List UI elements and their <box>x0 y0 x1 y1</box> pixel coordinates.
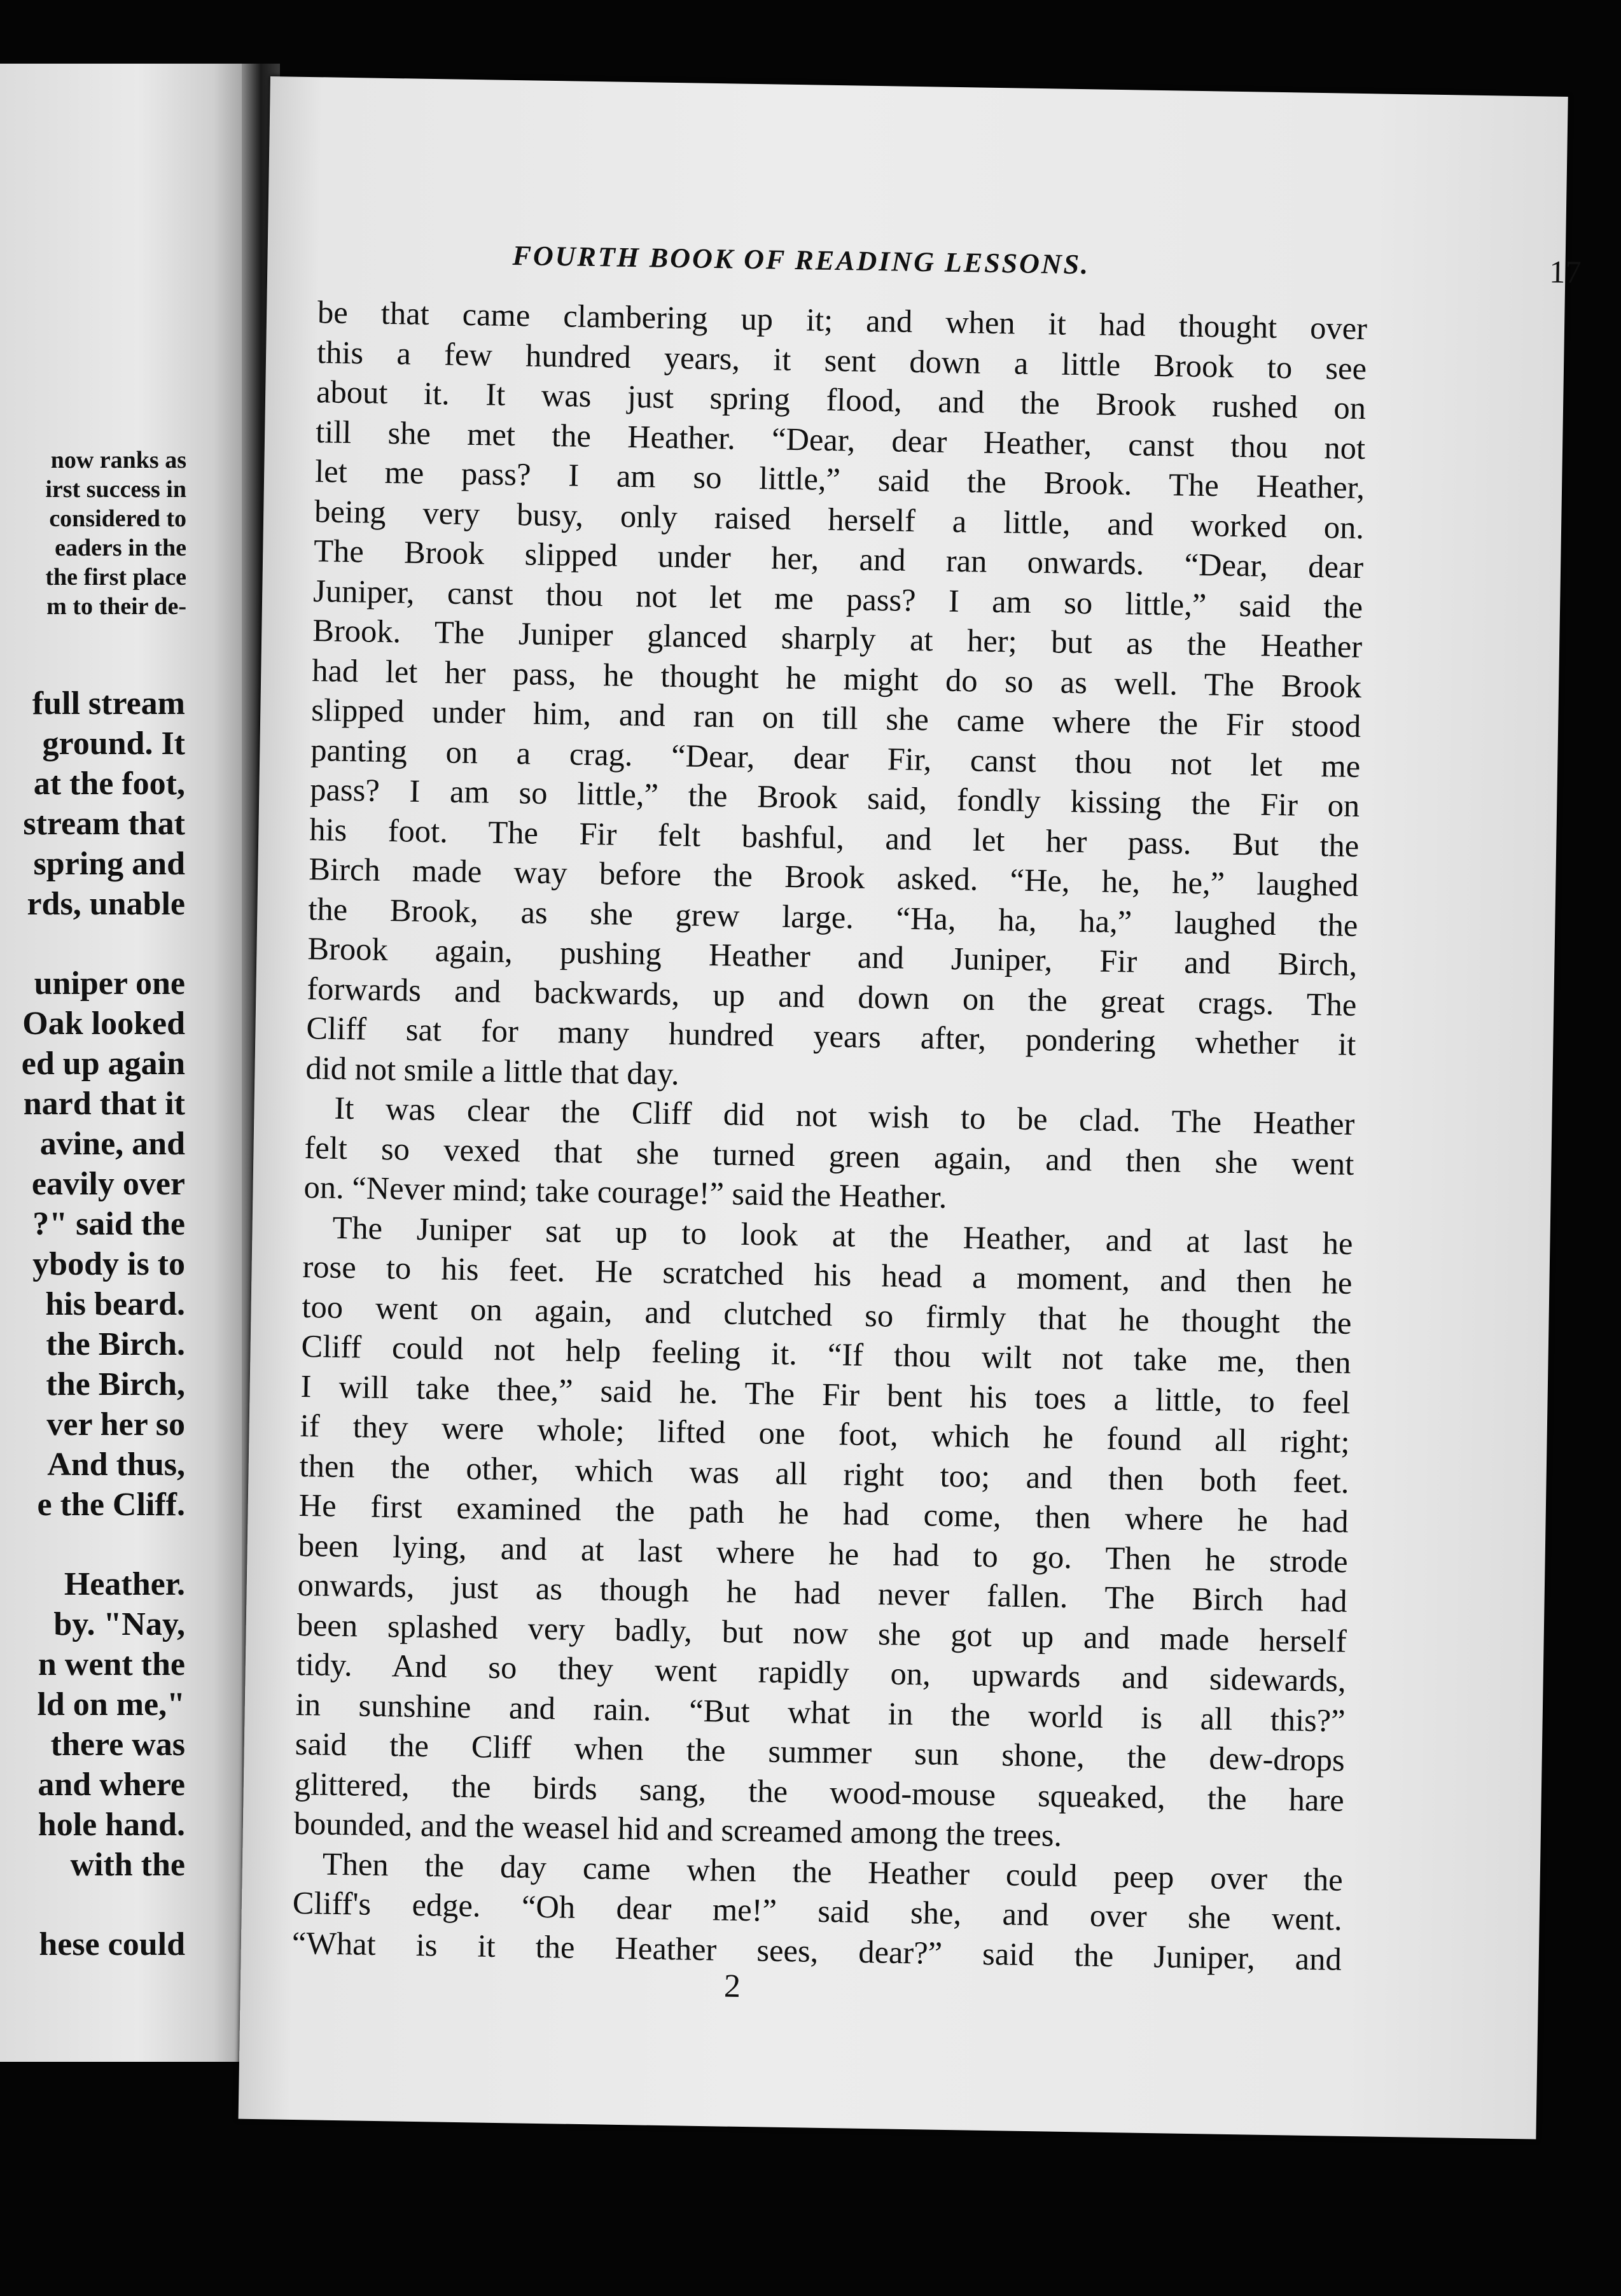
left-page-line: at the foot, <box>33 766 185 802</box>
text-line: let me pass? I am so little,” said the Brook. The Heather, <box>314 453 1365 506</box>
left-page-line: and where <box>38 1767 185 1803</box>
signature-mark: 2 <box>723 1968 741 2005</box>
left-page-line: Heather. <box>64 1566 185 1602</box>
text-line: He first examined the path he had come, then where he had <box>298 1487 1349 1539</box>
left-page-line: the Birch, <box>46 1366 185 1403</box>
text-line: be that came clambering up it; and when it had thought over <box>317 294 1368 347</box>
text-line: in sunshine and rain. “But what in the world is all this?” <box>295 1686 1346 1739</box>
left-page-line: Oak looked <box>22 1005 185 1042</box>
left-page-line: avine, and <box>39 1126 185 1162</box>
text-line: The Juniper sat up to look at the Heather, and at last he <box>332 1209 1353 1261</box>
text-line: rose to his feet. He scratched his head a moment, and then he <box>302 1249 1353 1301</box>
text-line: panting on a crag. “Dear, dear Fir, canst thou not let me <box>310 731 1361 784</box>
running-title: FOURTH BOOK OF READING LESSONS. <box>512 240 1090 281</box>
left-page-line: ?" said the <box>32 1206 185 1242</box>
left-page-line: ground. It <box>42 725 185 762</box>
left-page-line: spring and <box>33 846 185 882</box>
text-line: Cliff sat for many hundred years after, pondering whether it <box>306 1010 1356 1062</box>
left-page-line: e the Cliff. <box>37 1487 185 1523</box>
left-page-line: ver her so <box>46 1406 185 1443</box>
right-page <box>239 76 1582 2139</box>
left-page-line: ybody is to <box>32 1246 185 1282</box>
left-page-line: n went the <box>38 1646 185 1683</box>
text-line: been splashed very badly, but now she got up and made herself <box>296 1606 1347 1659</box>
text-line: Cliff's edge. “Oh dear me!” said she, and over she went. <box>292 1884 1343 1937</box>
left-page-line: with the <box>70 1847 185 1883</box>
left-page-line: there was <box>50 1726 185 1763</box>
text-line: being very busy, only raised herself a little, and worked on. <box>314 493 1365 545</box>
left-page-line: now ranks as <box>50 447 186 473</box>
left-page-line: nard that it <box>23 1086 185 1122</box>
text-line: too went on again, and clutched so firmly that he thought the <box>302 1288 1352 1341</box>
text-line: Juniper, canst thou not let me pass? I am so little,” said the <box>312 572 1363 625</box>
text-line: Brook. The Juniper glanced sharply at her; but as the Heather <box>312 612 1363 665</box>
text-line: said the Cliff when the summer sun shone, the dew-drops <box>295 1725 1346 1778</box>
left-page-line: uniper one <box>34 965 185 1002</box>
text-line: felt so vexed that she turned green again, and then she went <box>304 1129 1354 1182</box>
text-line: the Brook, as she grew large. “Ha, ha, ha,” laughed the <box>308 890 1358 943</box>
text-line: this a few hundred years, it sent down a little Brook to see <box>316 333 1367 386</box>
text-line: been lying, and at last where he had to go. Then he strode <box>298 1527 1348 1579</box>
left-page-line: considered to <box>49 505 186 532</box>
text-line: on. “Never mind; take courage!” said the Heather. <box>303 1169 947 1215</box>
text-line: onwards, just as though he had never fallen. The Birch had <box>297 1566 1348 1619</box>
text-line: The Brook slipped under her, and ran onwards. “Dear, dear <box>313 533 1364 585</box>
left-page-line: rds, unable <box>27 886 185 922</box>
left-page-line: hese could <box>39 1926 185 1963</box>
left-page-line: stream that <box>23 806 185 842</box>
text-line: his foot. The Fir felt bashful, and let her pass. But the <box>309 811 1360 864</box>
left-page-line: ld on me," <box>37 1686 185 1723</box>
left-page-line: eavily over <box>31 1166 185 1202</box>
left-page-line: hole hand. <box>38 1807 185 1843</box>
left-page-line: ed up again <box>21 1046 185 1082</box>
text-line: about it. It was just spring flood, and the Brook rushed on <box>316 374 1367 426</box>
text-line: did not smile a little that day. <box>305 1049 680 1091</box>
left-page-line: full stream <box>32 685 185 722</box>
page-number: 17 <box>1548 253 1582 290</box>
text-line: till she met the Heather. “Dear, dear Heather, canst thou not <box>315 413 1366 466</box>
text-line: Birch made way before the Brook asked. “He, he, he,” laughed <box>309 851 1359 904</box>
text-line: It was clear the Cliff did not wish to be clad. The Heather <box>334 1089 1355 1142</box>
text-line: glittered, the birds sang, the wood-mouse squeaked, the hare <box>294 1765 1345 1818</box>
text-line: Brook again, pushing Heather and Juniper, Fir and Birch, <box>307 930 1358 983</box>
left-page-line: the first place <box>45 564 186 591</box>
body-text <box>291 292 1367 1979</box>
text-line: then the other, which was all right too; and then both feet. <box>299 1447 1349 1500</box>
text-line: had let her pass, he thought he might do so as well. The Brook <box>311 652 1362 704</box>
text-line: if they were whole; lifted one foot, which he found all right; <box>300 1407 1350 1460</box>
left-page-line: the Birch. <box>46 1326 185 1362</box>
text-line: bounded, and the weasel hid and screamed among the trees. <box>293 1805 1062 1853</box>
text-line: I will take thee,” said he. The Fir bent his toes a little, to feel <box>300 1368 1351 1420</box>
left-page-line: by. "Nay, <box>53 1606 185 1642</box>
left-page-line: irst success in <box>45 476 186 503</box>
text-line: forwards and backwards, up and down on the great crags. The <box>307 970 1357 1023</box>
text-line: Cliff could not help feeling it. “If thou wilt not take me, then <box>301 1328 1351 1380</box>
text-line: “What is it the Heather sees, dear?” said the Juniper, and <box>291 1924 1342 1977</box>
left-page-line: his beard. <box>45 1286 185 1322</box>
left-page-line: And thus, <box>47 1446 185 1483</box>
left-page-line: eaders in the <box>55 535 186 561</box>
left-page-line: m to their de- <box>46 593 186 620</box>
text-line: Then the day came when the Heather could peep over the <box>322 1845 1344 1898</box>
text-line: tidy. And so they went rapidly on, upwards and sidewards, <box>296 1646 1347 1698</box>
text-line: pass? I am so little,” the Brook said, fondly kissing the Fir on <box>309 771 1360 824</box>
running-head <box>512 239 1582 294</box>
text-line: slipped under him, and ran on till she came where the Fir stood <box>310 692 1361 745</box>
left-page-fragment <box>0 64 251 2062</box>
